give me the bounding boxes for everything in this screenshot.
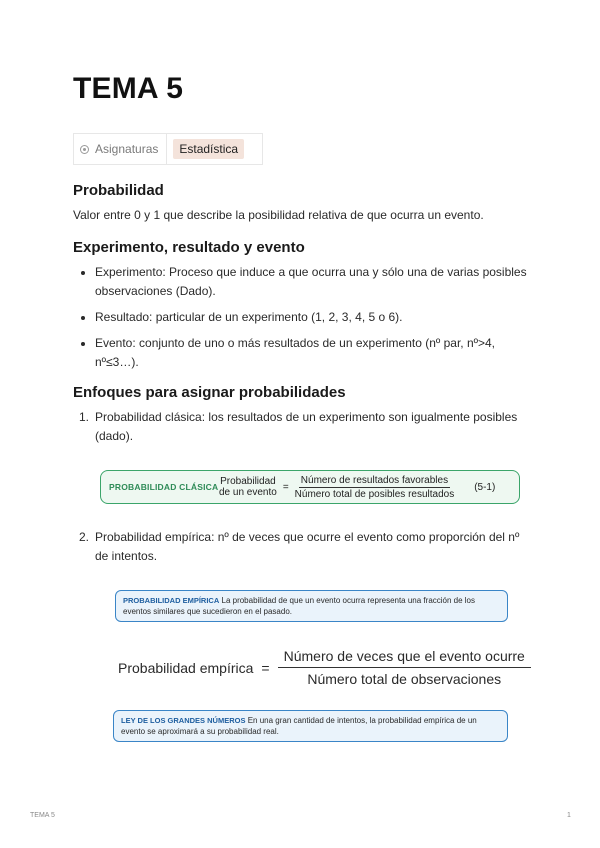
property-row: [73, 133, 263, 165]
definition-box-empirica: [115, 590, 508, 622]
definition-text: En una gran cantidad de intentos, la probabilidad empírica de un evento se aproximará a su probabilidad real.: [121, 716, 477, 736]
heading-enfoques: Enfoques para asignar probabilidades: [73, 384, 346, 401]
property-key-label: Asignaturas: [95, 142, 159, 156]
page-number: 1: [567, 812, 571, 819]
list-item: Experimento: Proceso que induce a que ocurra una y sólo una de varias posibles observaciones (Dado).: [79, 263, 535, 301]
list-item: [79, 408, 535, 446]
formula-reference: (5-1): [474, 481, 496, 493]
list-item-text: Probabilidad empírica: nº de veces que ocurre el evento como proporción del nº de intentos.: [95, 530, 520, 563]
footer-title: TEMA 5: [30, 812, 55, 819]
page-title: TEMA 5: [73, 72, 184, 105]
paragraph-probabilidad: Valor entre 0 y 1 que describe la posibilidad relativa de que ocurra un evento.: [73, 208, 484, 222]
heading-experimento: Experimento, resultado y evento: [73, 239, 305, 256]
formula-lhs-top: Probabilidad: [220, 476, 276, 487]
equals-sign: =: [261, 659, 270, 676]
definition-box-grandes-numeros: [113, 710, 508, 742]
list-item: Resultado: particular de un experimento (1, 2, 3, 4, 5 o 6).: [79, 308, 535, 327]
list-number: 2.: [79, 530, 90, 544]
property-key[interactable]: [74, 134, 167, 164]
definition-label: PROBABILIDAD EMPÍRICA: [123, 596, 220, 605]
numbered-item-1: [79, 408, 535, 453]
formula-denominator: Número total de posibles resultados: [294, 488, 455, 500]
formula-box-clasica: [100, 470, 520, 504]
equals-sign: =: [282, 481, 289, 493]
list-number: 1.: [79, 410, 90, 424]
formula-lhs: [219, 476, 277, 498]
property-icon: [80, 145, 89, 154]
formula-rhs: [278, 648, 531, 687]
formula-empirica: [118, 648, 531, 687]
numbered-item-2: [79, 528, 535, 573]
formula-lhs: Probabilidad empírica: [118, 659, 254, 676]
list-item: Evento: conjunto de uno o más resultados de un experimento (nº par, nº>4, nº≤3…).: [79, 334, 535, 372]
heading-probabilidad: Probabilidad: [73, 182, 164, 199]
formula-label: PROBABILIDAD CLÁSICA: [109, 482, 219, 492]
formula-rhs: [295, 475, 455, 500]
formula-lhs-bottom: de un evento: [219, 487, 277, 498]
list-item-text: Probabilidad clásica: los resultados de un experimento son igualmente posibles (dado).: [95, 410, 518, 443]
formula-numerator: Número de resultados favorables: [300, 474, 449, 486]
subject-tag[interactable]: Estadística: [173, 139, 244, 159]
list-item: [79, 528, 535, 566]
definition-label: LEY DE LOS GRANDES NÚMEROS: [121, 716, 246, 725]
definition-text: La probabilidad de que un evento ocurra representa una fracción de los eventos similares que sucedieron en el pasado.: [123, 596, 476, 616]
formula-numerator: Número de veces que el evento ocurre: [278, 648, 531, 668]
bullet-list-experimento: [79, 263, 535, 379]
formula-denominator: Número total de observaciones: [307, 671, 502, 687]
